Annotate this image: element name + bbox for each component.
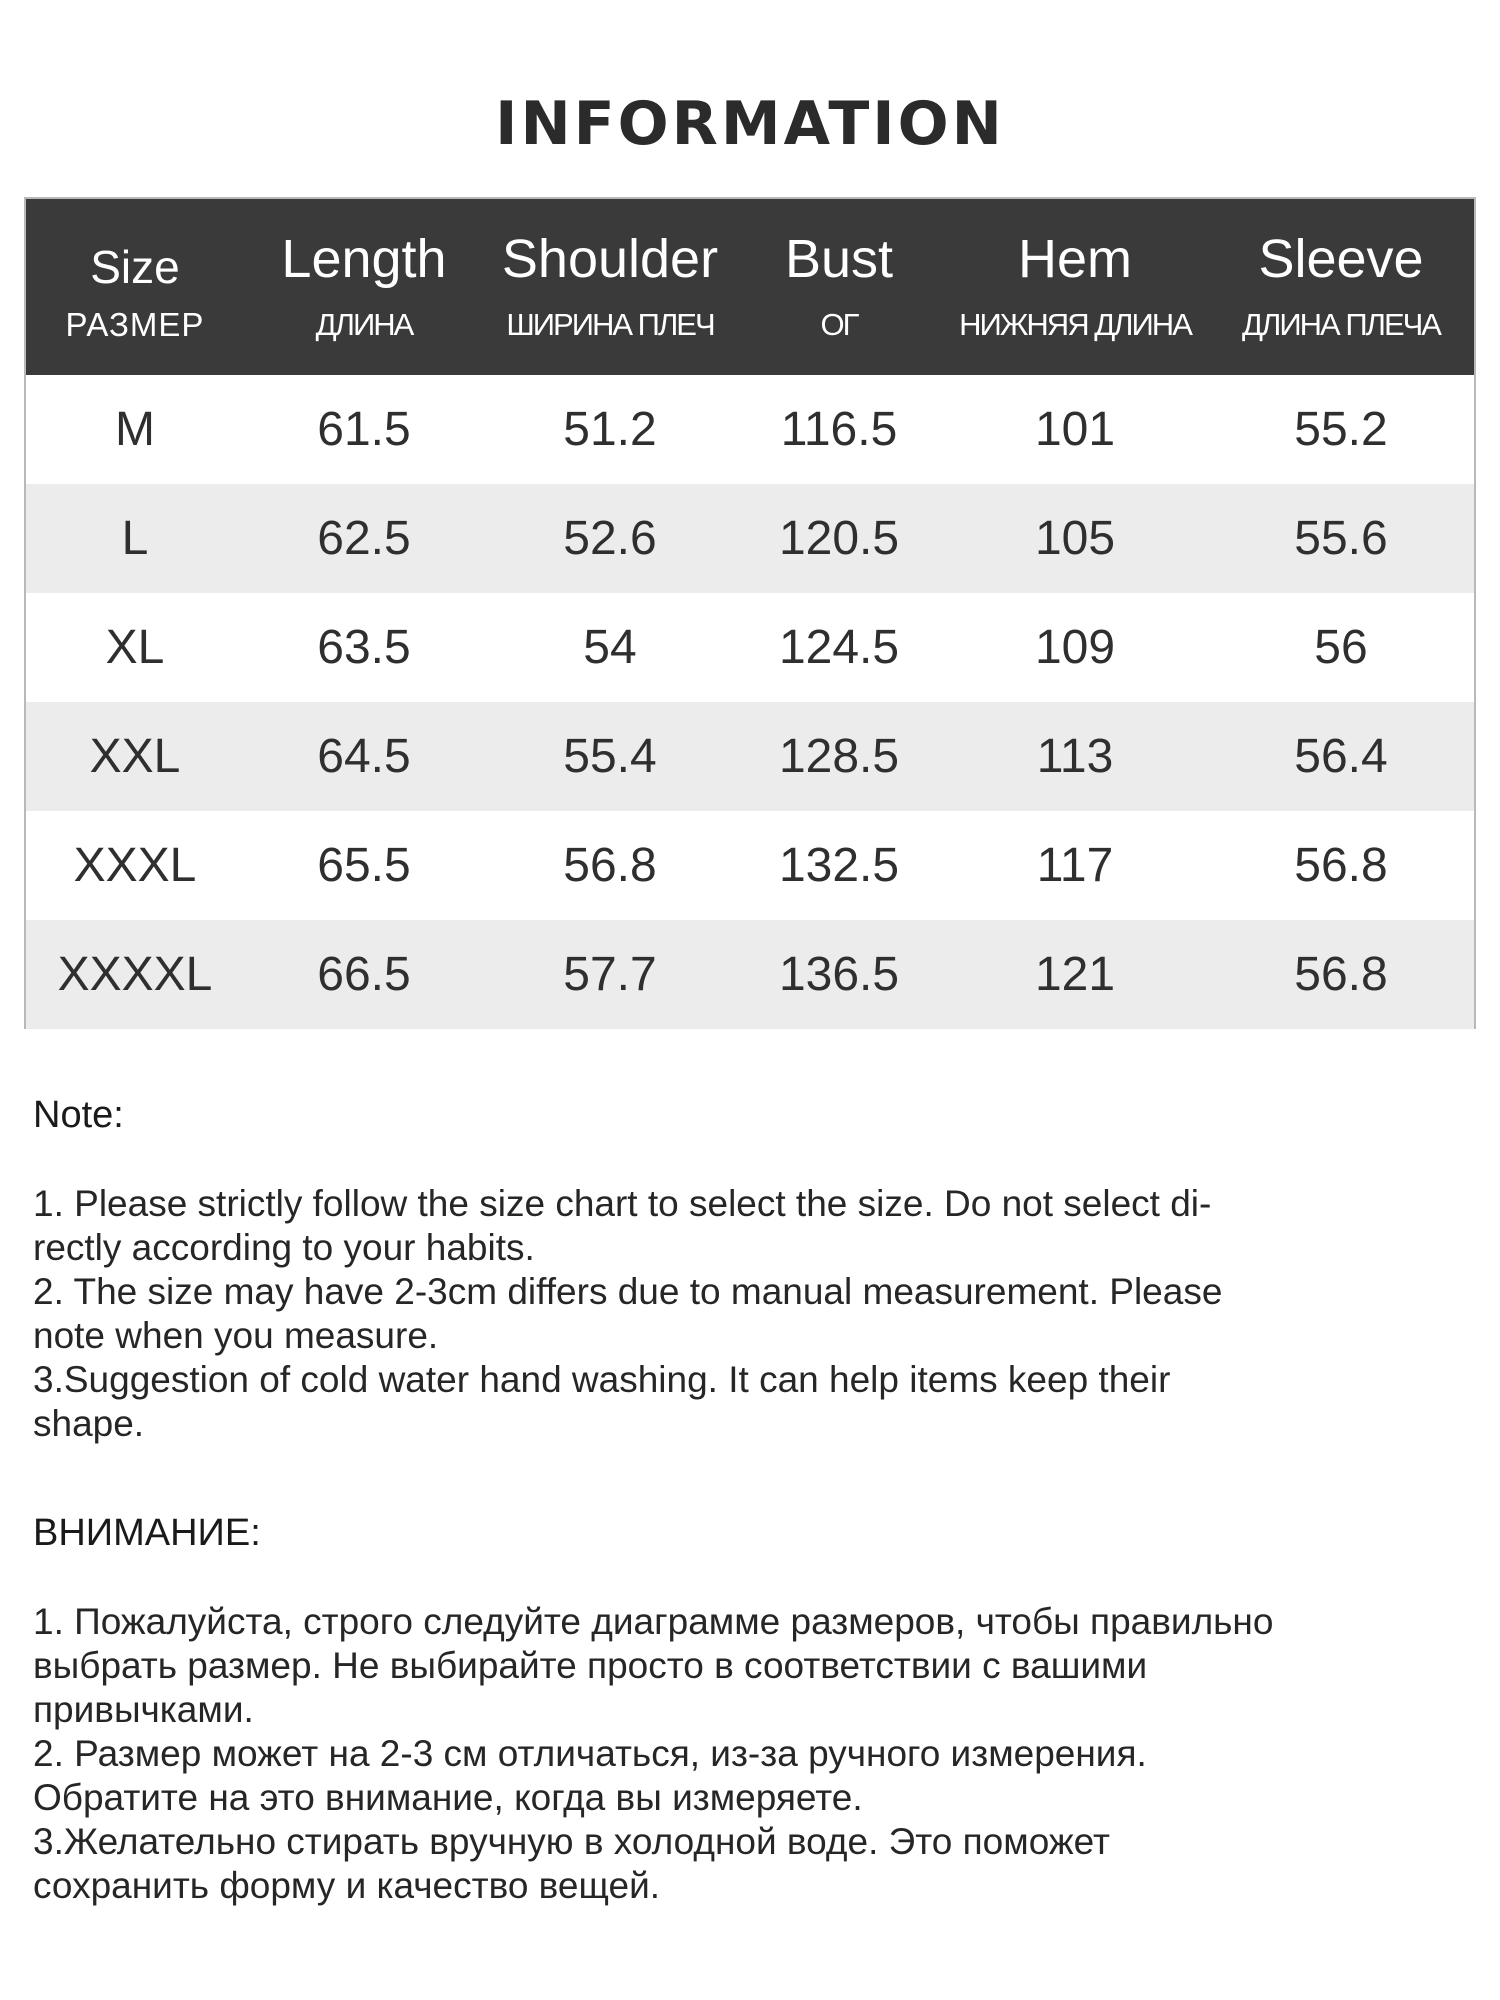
header-size-ru: РАЗМЕР — [65, 306, 205, 343]
cell-sleeve: 55.2 — [1294, 403, 1388, 456]
table-row — [26, 375, 1474, 484]
header-sleeve-en: Sleeve — [1258, 229, 1424, 289]
cell-size: XXXXL — [57, 948, 213, 1001]
note-heading-ru: ВНИМАНИЕ: — [33, 1512, 261, 1554]
cell-hem: 117 — [1036, 839, 1114, 892]
cell-length: 61.5 — [317, 403, 411, 456]
table-header — [26, 199, 1474, 375]
cell-length: 62.5 — [317, 512, 411, 565]
header-sleeve-ru: ДЛИНА ПЛЕЧА — [1242, 307, 1440, 342]
cell-hem: 105 — [1034, 512, 1116, 565]
cell-bust: 136.5 — [778, 948, 900, 1001]
cell-hem: 101 — [1034, 403, 1116, 456]
note-line: выбрать размер. Не выбирайте просто в соответствии с вашими — [33, 1645, 1148, 1686]
note-line: note when you measure. — [33, 1315, 439, 1356]
cell-length: 64.5 — [317, 730, 411, 783]
note-line: 3.Suggestion of cold water hand washing. It can help items keep their — [33, 1359, 1171, 1400]
note-line: 2. The size may have 2-3cm differs due to manual measurement. Please — [33, 1271, 1223, 1312]
note-heading-en: Note: — [33, 1094, 124, 1136]
note-line: 2. Размер может на 2-3 см отличаться, из-за ручного измерения. — [33, 1733, 1147, 1774]
cell-bust: 128.5 — [778, 730, 900, 783]
cell-size: XL — [105, 621, 165, 674]
cell-sleeve: 56 — [1314, 621, 1368, 674]
cell-length: 65.5 — [317, 839, 411, 892]
cell-shoulder: 57.7 — [563, 948, 657, 1001]
header-bust — [736, 199, 942, 375]
header-hem — [942, 199, 1208, 375]
note-line: сохранить форму и качество вещей. — [33, 1865, 661, 1906]
note-line: 3.Желательно стирать вручную в холодной воде. Это поможет — [33, 1821, 1110, 1862]
cell-bust: 120.5 — [778, 512, 900, 565]
cell-sleeve: 56.8 — [1294, 839, 1388, 892]
cell-hem: 121 — [1034, 948, 1116, 1001]
header-bust-en: Bust — [784, 229, 894, 289]
cell-bust: 116.5 — [780, 403, 898, 456]
page-title: INFORMATION — [495, 89, 1005, 159]
note-line: 1. Please strictly follow the size chart to select the size. Do not select di- — [33, 1183, 1212, 1224]
header-shoulder-en: Shoulder — [501, 229, 719, 289]
header-sleeve — [1208, 199, 1474, 375]
cell-hem: 113 — [1036, 730, 1114, 783]
note-line: Обратите на это внимание, когда вы измеряете. — [33, 1777, 863, 1818]
cell-bust: 124.5 — [778, 621, 900, 674]
table-row — [26, 593, 1474, 702]
header-shoulder — [484, 199, 736, 375]
cell-length: 63.5 — [317, 621, 411, 674]
table-row — [26, 811, 1474, 920]
note-line: 1. Пожалуйста, строго следуйте диаграмме размеров, чтобы правильно — [33, 1601, 1274, 1642]
cell-shoulder: 55.4 — [563, 730, 657, 783]
cell-shoulder: 52.6 — [563, 512, 657, 565]
header-bust-ru: ОГ — [820, 307, 858, 342]
size-chart-table — [24, 197, 1476, 1029]
cell-shoulder: 54 — [583, 621, 637, 674]
table-row — [26, 920, 1474, 1029]
cell-size: XXL — [89, 730, 181, 783]
cell-sleeve: 56.8 — [1294, 948, 1388, 1001]
cell-hem: 109 — [1034, 621, 1116, 674]
header-size-en: Size — [90, 241, 180, 293]
header-hem-ru: НИЖНЯЯ ДЛИНА — [959, 307, 1191, 342]
table-row — [26, 702, 1474, 811]
header-length-en: Length — [281, 229, 447, 289]
note-line: shape. — [33, 1403, 145, 1444]
note-line: rectly according to your habits. — [33, 1227, 535, 1268]
header-hem-en: Hem — [1017, 229, 1132, 289]
cell-bust: 132.5 — [778, 839, 900, 892]
cell-sleeve: 56.4 — [1294, 730, 1388, 783]
cell-sleeve: 55.6 — [1294, 512, 1388, 565]
header-length-ru: ДЛИНА — [315, 307, 413, 342]
header-size — [26, 199, 244, 375]
cell-size: XXXL — [73, 839, 197, 892]
header-length — [244, 199, 484, 375]
table-row — [26, 484, 1474, 593]
note-body-ru — [33, 1600, 1453, 1908]
note-line: привычками. — [33, 1689, 254, 1730]
note-body-en — [33, 1182, 1453, 1446]
cell-size: M — [115, 403, 155, 456]
header-shoulder-ru: ШИРИНА ПЛЕЧ — [506, 307, 714, 342]
cell-shoulder: 51.2 — [563, 403, 657, 456]
cell-length: 66.5 — [317, 948, 411, 1001]
cell-size: L — [121, 512, 149, 565]
cell-shoulder: 56.8 — [563, 839, 657, 892]
